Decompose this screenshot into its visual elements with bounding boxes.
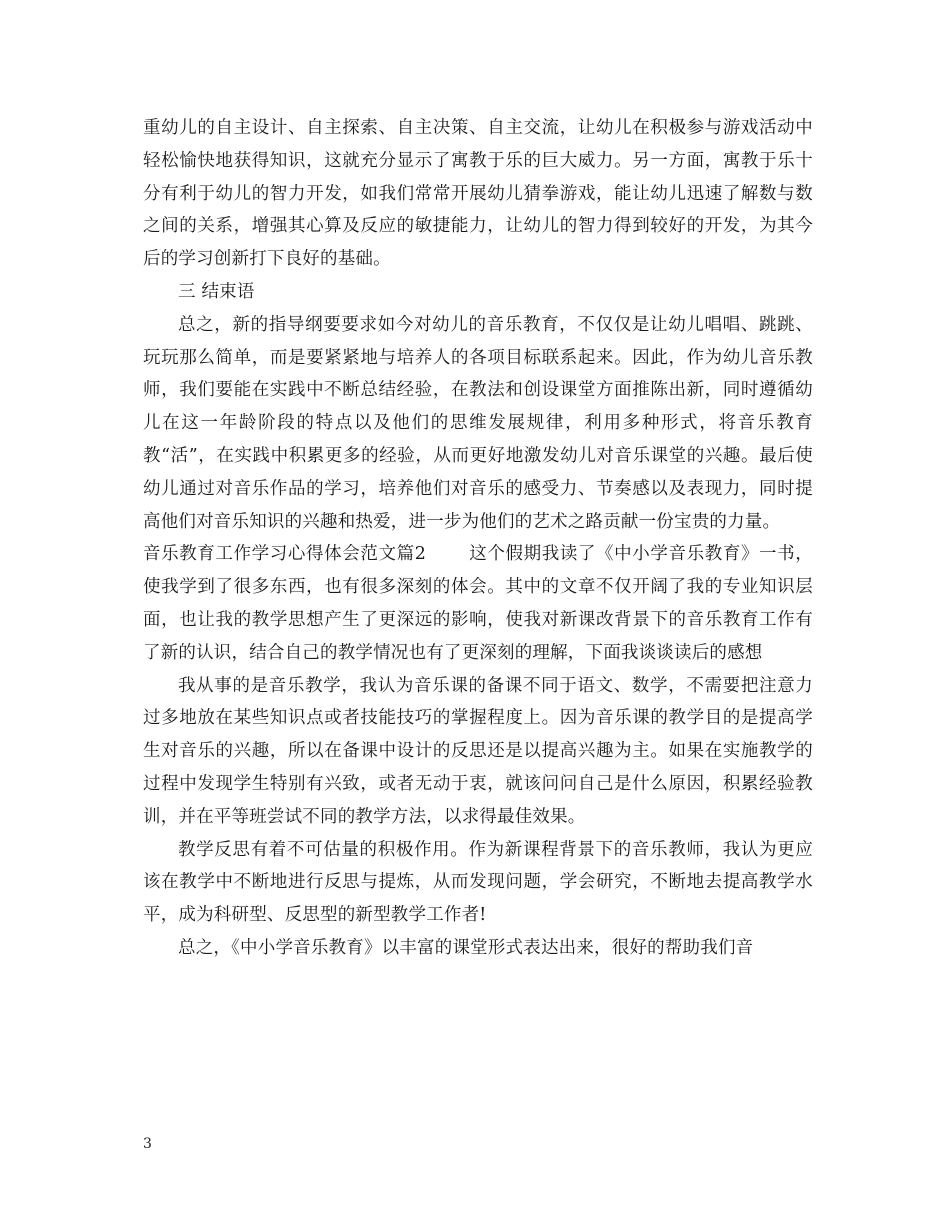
paragraph-continued-intro: 重幼儿的自主设计、自主探索、自主决策、自主交流，让幼儿在积极参与游戏活动中轻松愉快地获得知识，这就充分显示了寓教于乐的巨大威力。另一方面，寓教于乐十分有利于幼儿的智力开发，如我们常常开展幼儿猜拳游戏，能让幼儿迅速了解数与数之间的关系，增强其心算及反应的敏捷能力，让幼儿的智力得到较好的开发，为其今后的学习创新打下良好的基础。 — [143, 118, 813, 270]
paragraph-article-2-title: 音乐教育工作学习心得体会范文篇2 这个假期我读了《中小学音乐教育》一书，使我学到了很多东西，也有很多深刻的体会。其中的文章不仅开阔了我的专业知识层面，也让我的教学思想产生了更深远的影响，使我对新课改背景下的音乐教育工作有了新的认识，结合自己的教学情况也有了更深刻的理解，下面我谈谈读后的感想 — [143, 544, 813, 663]
paragraph-lesson-prep: 我从事的是音乐教学，我认为音乐课的备课不同于语文、数学，不需要把注意力过多地放在某些知识点或者技能技巧的掌握程度上。因为音乐课的教学目的是提高学生对音乐的兴趣，所以在备课中设计的反思还是以提高兴趣为主。如果在实施教学的过程中发现学生特别有兴致，或者无动于衷，就该问问自己是什么原因，积累经验教训，并在平等班尝试不同的教学方法，以求得最佳效果。 — [143, 675, 813, 827]
paragraph-conclusion: 总之，新的指导纲要要求如今对幼儿的音乐教育，不仅仅是让幼儿唱唱、跳跳、玩玩那么简单，而是要紧紧地与培养人的各项目标联系起来。因此，作为幼儿音乐教师，我们要能在实践中不断总结经验，在教法和创设课堂方面推陈出新，同时遵循幼儿在这一年龄阶段的特点以及他们的思维发展规律，利用多种形式，将音乐教育教“活”，在实践中积累更多的经验，从而更好地激发幼儿对音乐课堂的兴趣。最后使幼儿通过对音乐作品的学习，培养他们对音乐的感受力、节奏感以及表现力，同时提高他们对音乐知识的兴趣和热爱，进一步为他们的艺术之路贡献一份宝贵的力量。 — [143, 314, 813, 532]
paragraph-reflection: 教学反思有着不可估量的积极作用。作为新课程背景下的音乐教师，我认为更应该在教学中不断地进行反思与提炼，从而发现问题，学会研究，不断地去提高教学水平，成为科研型、反思型的新型教学工作者! — [143, 839, 813, 926]
section-heading-conclusion: 三 结束语 — [178, 281, 255, 302]
paragraph-summary: 总之，《中小学音乐教育》以丰富的课堂形式表达出来，很好的帮助我们音 — [178, 937, 754, 958]
document-body — [143, 112, 813, 965]
page-number: 3 — [143, 1136, 152, 1152]
